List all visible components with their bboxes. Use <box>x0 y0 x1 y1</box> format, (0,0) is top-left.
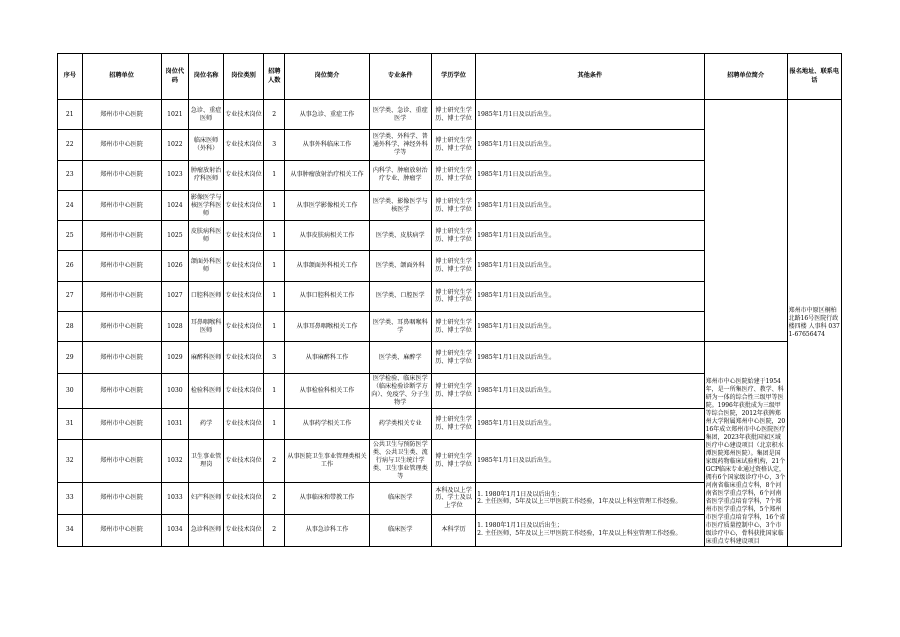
cell-other: 1. 1980年1月1日及以后出生； 2. 主任医师，5年及以上三甲医院工作经验，1年及以上科室管理工作经验。 <box>476 483 705 515</box>
cell-degree: 博士研究生学历、博士学位 <box>432 408 476 440</box>
cell-other: 1985年1月1日及以后出生。 <box>476 160 705 190</box>
recruitment-table <box>57 53 842 547</box>
cell-degree: 本科学历 <box>432 514 476 546</box>
cell-unit: 郑州市中心医院 <box>82 514 161 546</box>
cell-seq: 34 <box>58 514 83 546</box>
cell-other: 1985年1月1日及以后出生。 <box>476 251 705 281</box>
cell-post-intro: 从事耳鼻咽喉相关工作 <box>285 312 369 342</box>
cell-seq: 27 <box>58 281 83 311</box>
cell-major: 医学类、口腔医学 <box>369 281 432 311</box>
cell-code: 1029 <box>161 342 189 374</box>
cell-unit: 郑州市中心医院 <box>82 312 161 342</box>
cell-post-name: 影像医学与核医学科医师 <box>189 190 224 220</box>
cell-unit: 郑州市中心医院 <box>82 440 161 483</box>
cell-other: 1985年1月1日及以后出生。 <box>476 130 705 160</box>
cell-major: 临床医学 <box>369 514 432 546</box>
cell-major: 医学类、颌面外科 <box>369 251 432 281</box>
header-unit-intro: 招聘单位简介 <box>704 54 787 100</box>
cell-post-type: 专业技术岗位 <box>224 408 264 440</box>
cell-post-intro: 从事急诊、重症工作 <box>285 100 369 130</box>
header-count: 招聘人数 <box>263 54 285 100</box>
cell-major: 药学类相关专业 <box>369 408 432 440</box>
cell-degree: 博士研究生学历、博士学位 <box>432 440 476 483</box>
cell-count: 2 <box>263 440 285 483</box>
cell-post-name: 口腔科医师 <box>189 281 224 311</box>
cell-post-type: 专业技术岗位 <box>224 130 264 160</box>
cell-degree: 博士研究生学历、博士学位 <box>432 251 476 281</box>
cell-post-type: 专业技术岗位 <box>224 281 264 311</box>
cell-degree: 博士研究生学历、博士学位 <box>432 100 476 130</box>
cell-major: 医学类、外科学、普通外科学、神经外科学等 <box>369 130 432 160</box>
header-unit: 招聘单位 <box>82 54 161 100</box>
cell-degree: 博士研究生学历、博士学位 <box>432 221 476 251</box>
cell-major: 临床医学 <box>369 483 432 515</box>
cell-code: 1025 <box>161 221 189 251</box>
cell-unit: 郑州市中心医院 <box>82 281 161 311</box>
cell-post-intro: 从事口腔科相关工作 <box>285 281 369 311</box>
cell-code: 1024 <box>161 190 189 220</box>
cell-post-name: 检验科医师 <box>189 374 224 408</box>
cell-unit-intro-empty <box>704 100 787 342</box>
cell-count: 1 <box>263 281 285 311</box>
cell-unit: 郑州市中心医院 <box>82 408 161 440</box>
cell-post-name: 颌面外科医师 <box>189 251 224 281</box>
cell-post-intro: 从事皮肤病相关工作 <box>285 221 369 251</box>
cell-seq: 28 <box>58 312 83 342</box>
cell-major: 医学类、急诊、重症医学 <box>369 100 432 130</box>
header-degree: 学历学位 <box>432 54 476 100</box>
cell-post-name: 麻醉科医师 <box>189 342 224 374</box>
cell-post-intro: 从事外科临床工作 <box>285 130 369 160</box>
cell-degree: 博士研究生学历、博士学位 <box>432 342 476 374</box>
cell-seq: 21 <box>58 100 83 130</box>
cell-unit: 郑州市中心医院 <box>82 190 161 220</box>
cell-post-name: 药学 <box>189 408 224 440</box>
cell-code: 1034 <box>161 514 189 546</box>
cell-post-intro: 从事检验科相关工作 <box>285 374 369 408</box>
cell-code: 1031 <box>161 408 189 440</box>
cell-unit: 郑州市中心医院 <box>82 221 161 251</box>
cell-post-intro: 从事麻醉科工作 <box>285 342 369 374</box>
cell-seq: 22 <box>58 130 83 160</box>
cell-seq: 31 <box>58 408 83 440</box>
cell-post-type: 专业技术岗位 <box>224 342 264 374</box>
cell-other: 1985年1月1日及以后出生。 <box>476 374 705 408</box>
cell-other: 1985年1月1日及以后出生。 <box>476 190 705 220</box>
cell-degree: 博士研究生学历、博士学位 <box>432 374 476 408</box>
cell-count: 1 <box>263 221 285 251</box>
cell-post-type: 专业技术岗位 <box>224 251 264 281</box>
cell-unit-intro: 郑州市中心医院始建于1954年，是一所集医疗、教学、科研为一体的综合性三级甲等医院。1996年获批成为三级甲等综合医院，2012年获牌郑州大学附属郑州中心医院，2016年成立郑州市中心医院医疗集团，2023年获批国家区域医疗中心建设项目（北京积水潭医院郑州医院）。集团是国家级药物临床试验机构，21个GCP临床专业通过资格认定，拥有6个国家级诊疗中心，3个河南省临床重点专科，8个河南省医学重点学科，6个河南省医学重点培育学科，7个郑州市医学重点学科，5个郑州市医学重点培育学科，16个省市医疗质量控制中心，3个市级诊疗中心，骨科获批国家临床重点专科建设项目 <box>704 342 787 546</box>
cell-count: 1 <box>263 374 285 408</box>
cell-major: 医学类、耳鼻咽喉科学 <box>369 312 432 342</box>
cell-code: 1027 <box>161 281 189 311</box>
cell-major: 内科学、肿瘤放射治疗专业、肿瘤学 <box>369 160 432 190</box>
cell-code: 1032 <box>161 440 189 483</box>
cell-major: 医学类、皮肤病学 <box>369 221 432 251</box>
table-row <box>58 342 842 374</box>
cell-post-name: 皮肤病科医师 <box>189 221 224 251</box>
header-seq: 序号 <box>58 54 83 100</box>
header-post-intro: 岗位简介 <box>285 54 369 100</box>
cell-post-intro: 从事急诊科工作 <box>285 514 369 546</box>
cell-post-type: 专业技术岗位 <box>224 100 264 130</box>
cell-count: 1 <box>263 251 285 281</box>
cell-seq: 24 <box>58 190 83 220</box>
cell-other: 1. 1980年1月1日及以后出生； 2. 主任医师，5年及以上三甲医院工作经验，1年及以上科室管理工作经验。 <box>476 514 705 546</box>
cell-code: 1026 <box>161 251 189 281</box>
cell-post-type: 专业技术岗位 <box>224 221 264 251</box>
cell-other: 1985年1月1日及以后出生。 <box>476 221 705 251</box>
cell-code: 1030 <box>161 374 189 408</box>
cell-seq: 23 <box>58 160 83 190</box>
cell-degree: 博士研究生学历、博士学位 <box>432 281 476 311</box>
cell-post-type: 专业技术岗位 <box>224 514 264 546</box>
cell-post-name: 卫生事业管理岗 <box>189 440 224 483</box>
cell-post-intro: 从事临床和带教工作 <box>285 483 369 515</box>
cell-unit: 郑州市中心医院 <box>82 100 161 130</box>
cell-degree: 博士研究生学历、博士学位 <box>432 312 476 342</box>
header-major: 专业条件 <box>369 54 432 100</box>
cell-count: 2 <box>263 514 285 546</box>
cell-code: 1023 <box>161 160 189 190</box>
cell-unit: 郑州市中心医院 <box>82 251 161 281</box>
cell-count: 1 <box>263 160 285 190</box>
cell-post-intro: 从事医院卫生事业管理类相关工作 <box>285 440 369 483</box>
cell-post-name: 临床医师（外科） <box>189 130 224 160</box>
cell-post-type: 专业技术岗位 <box>224 483 264 515</box>
cell-degree: 本科及以上学历、学士及以上学位 <box>432 483 476 515</box>
header-post-name: 岗位名称 <box>189 54 224 100</box>
cell-seq: 32 <box>58 440 83 483</box>
cell-post-type: 专业技术岗位 <box>224 374 264 408</box>
cell-major: 医学类、影像医学与核医学 <box>369 190 432 220</box>
cell-other: 1985年1月1日及以后出生。 <box>476 281 705 311</box>
cell-post-name: 耳鼻咽喉科医师 <box>189 312 224 342</box>
cell-post-intro: 从事药学相关工作 <box>285 408 369 440</box>
cell-other: 1985年1月1日及以后出生。 <box>476 100 705 130</box>
cell-post-type: 专业技术岗位 <box>224 440 264 483</box>
cell-unit: 郑州市中心医院 <box>82 160 161 190</box>
cell-seq: 30 <box>58 374 83 408</box>
header-post-type: 岗位类别 <box>224 54 264 100</box>
cell-major: 医学检验、临床医学（临床检验诊断学方向）、免疫学、分子生物学 <box>369 374 432 408</box>
cell-code: 1028 <box>161 312 189 342</box>
cell-count: 1 <box>263 408 285 440</box>
cell-seq: 26 <box>58 251 83 281</box>
cell-code: 1033 <box>161 483 189 515</box>
header-contact: 报名地址、联系电话 <box>787 54 841 100</box>
cell-major: 医学类、麻醉学 <box>369 342 432 374</box>
cell-post-name: 急诊科医师 <box>189 514 224 546</box>
cell-other: 1985年1月1日及以后出生。 <box>476 440 705 483</box>
cell-unit: 郑州市中心医院 <box>82 374 161 408</box>
cell-other: 1985年1月1日及以后出生。 <box>476 408 705 440</box>
cell-seq: 33 <box>58 483 83 515</box>
cell-other: 1985年1月1日及以后出生。 <box>476 342 705 374</box>
cell-post-intro: 从事医学影像相关工作 <box>285 190 369 220</box>
cell-count: 2 <box>263 100 285 130</box>
cell-contact: 郑州市中原区桐柏北路16号医院行政楼四楼 人事科 0371-67656474 <box>787 100 841 547</box>
cell-degree: 博士研究生学历、博士学位 <box>432 190 476 220</box>
cell-count: 3 <box>263 130 285 160</box>
cell-count: 3 <box>263 342 285 374</box>
cell-post-name: 妇产科医师 <box>189 483 224 515</box>
cell-unit: 郑州市中心医院 <box>82 342 161 374</box>
cell-code: 1022 <box>161 130 189 160</box>
cell-unit: 郑州市中心医院 <box>82 130 161 160</box>
cell-post-name: 肿瘤放射治疗科医师 <box>189 160 224 190</box>
cell-degree: 博士研究生学历、博士学位 <box>432 160 476 190</box>
cell-unit: 郑州市中心医院 <box>82 483 161 515</box>
cell-post-type: 专业技术岗位 <box>224 190 264 220</box>
cell-post-type: 专业技术岗位 <box>224 160 264 190</box>
cell-seq: 25 <box>58 221 83 251</box>
cell-post-name: 急诊、重症医师 <box>189 100 224 130</box>
cell-count: 1 <box>263 312 285 342</box>
cell-degree: 博士研究生学历、博士学位 <box>432 130 476 160</box>
header-other: 其他条件 <box>476 54 705 100</box>
header-row <box>58 54 842 100</box>
cell-code: 1021 <box>161 100 189 130</box>
cell-post-intro: 从事颌面外科相关工作 <box>285 251 369 281</box>
cell-count: 2 <box>263 483 285 515</box>
cell-count: 1 <box>263 190 285 220</box>
cell-major: 公共卫生与预防医学类、公共卫生类、流行病与卫生统计学类、卫生事业管理类等 <box>369 440 432 483</box>
cell-post-intro: 从事肿瘤放射治疗相关工作 <box>285 160 369 190</box>
cell-other: 1985年1月1日及以后出生。 <box>476 312 705 342</box>
header-code: 岗位代码 <box>161 54 189 100</box>
cell-post-type: 专业技术岗位 <box>224 312 264 342</box>
table-row <box>58 100 842 130</box>
cell-seq: 29 <box>58 342 83 374</box>
